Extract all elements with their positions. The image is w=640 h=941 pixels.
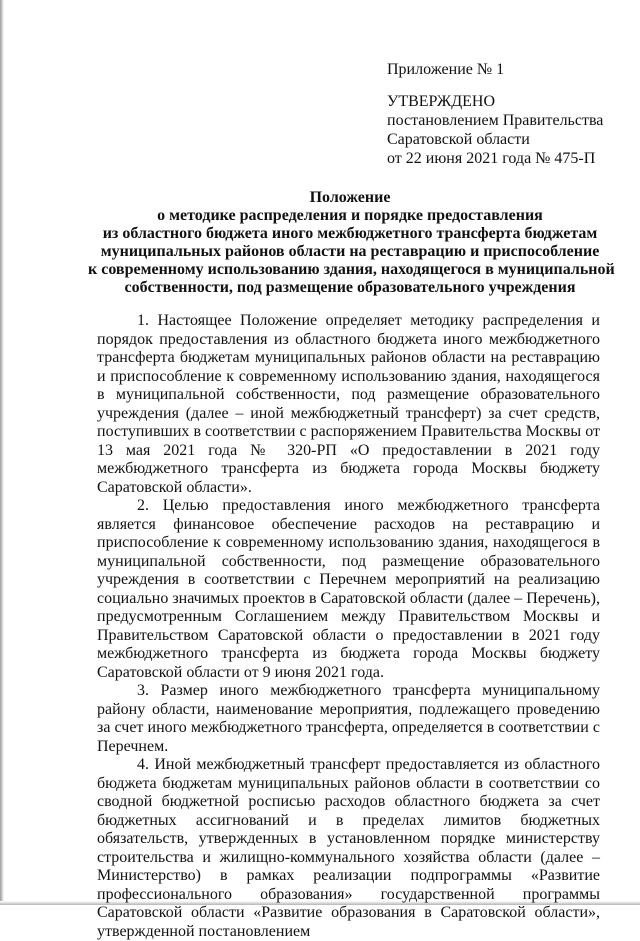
paragraph-3: 3. Размер иного межбюджетного трансферта муниципальному району области, наименование мероприятия, подлежащего проведению за счет иного межбюджетного трансферта, определяется в соответствии с Перечнем. bbox=[97, 682, 600, 755]
title-line-3: муниципальных районов области на реставрацию и приспособление bbox=[100, 243, 600, 260]
title-line-2: из областного бюджета иного межбюджетного трансферта бюджетам bbox=[102, 225, 598, 242]
paragraph-4: 4. Иной межбюджетный трансферт предоставляется из областного бюджета бюджетам муниципальных районов области в соответствии со сводной бюджетной росписью расходов областного бюджета за счет бюджетных ассигнований и в пределах лимитов бюджетных обязательств, утвержденных в установленном порядке министерству строительства и жилищно-коммунального хозяйства области (далее – Министерство) в рамках реализации подпрограммы «Развитие профессионального образования» государственной программы Саратовской области «Развитие образования в Саратовской области», утвержденной постановлением bbox=[97, 756, 600, 940]
approval-line-3: от 22 июня 2021 года № 475-П bbox=[387, 150, 596, 167]
document-body bbox=[97, 312, 600, 941]
approval-line-1: постановлением Правительства bbox=[387, 112, 604, 129]
title-line-4: к современному использованию здания, находящегося в муниципальной bbox=[88, 261, 615, 278]
paragraph-2: 2. Целью предоставления иного межбюджетного трансферта является финансовое обеспечение расходов на реставрацию и приспособление к современному использованию здания, находящегося в муниципальной собственности, под размещение образовательного учреждения в соответствии с Перечнем мероприятий на реализацию социально значимых проектов в Саратовской области (далее – Перечень), предусмотренным Соглашением между Правительством Москвы и Правительством Саратовской области о предоставлении в 2021 году межбюджетного трансферта из бюджета города Москвы бюджету Саратовской области от 9 июня 2021 года. bbox=[97, 497, 600, 681]
page-left-edge bbox=[0, 0, 4, 905]
appendix-number: Приложение № 1 bbox=[387, 61, 505, 78]
title-line-5: собственности, под размещение образовательного учреждения bbox=[124, 279, 576, 296]
title-heading: Положение bbox=[309, 189, 391, 206]
approved-stamp-text: УТВЕРЖДЕНО bbox=[387, 93, 496, 110]
paragraph-1: 1. Настоящее Положение определяет методику распределения и порядок предоставления из областного бюджета иного межбюджетного трансферта бюджетам муниципальных районов области на реставрацию и приспособление к современному использованию здания, находящегося в муниципальной собственности, под размещение образовательного учреждения (далее – иной межбюджетный трансферт) за счет средств, поступивших в соответствии с распоряжением Правительства Москвы от 13 мая 2021 года № 320-РП «О предоставлении в 2021 году межбюджетного трансферта из бюджета города Москвы бюджету Саратовской области». bbox=[97, 312, 600, 496]
title-line-1: о методике распределения и порядке предоставления bbox=[157, 207, 543, 224]
approval-line-2: Саратовской области bbox=[387, 131, 530, 148]
document-title bbox=[88, 189, 615, 297]
approval-block bbox=[387, 60, 627, 168]
